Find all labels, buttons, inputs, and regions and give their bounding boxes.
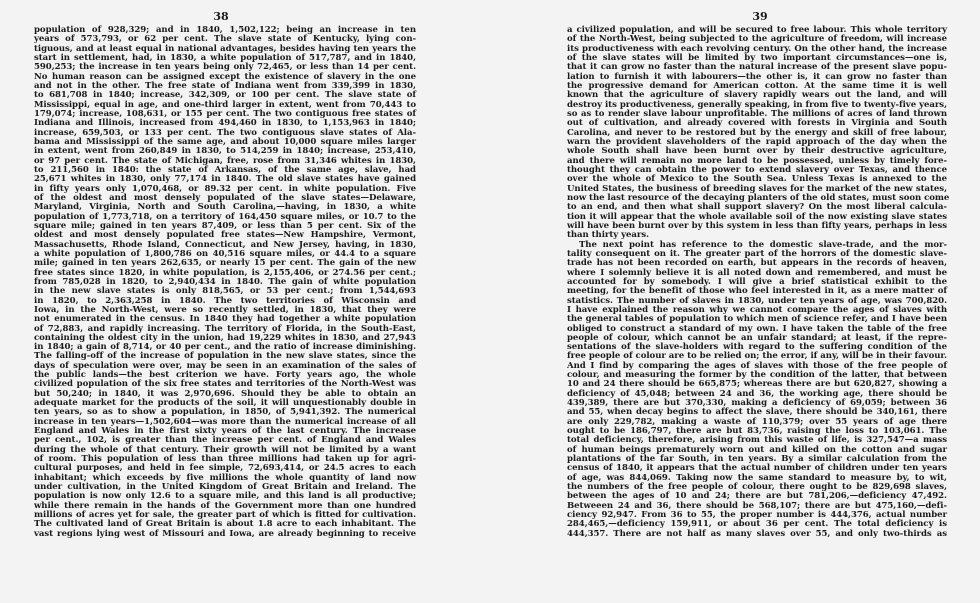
text-line: 439,389, there are but 370,330, making a deficiency of 69,059; between 36 bbox=[567, 398, 947, 409]
page-number: 39 bbox=[752, 10, 768, 23]
text-line: containing the oldest city in the union, had 19,229 whites in 1830, and 27,943 bbox=[34, 332, 416, 343]
text-line: The next point has reference to the domestic slave-trade, and the mor- bbox=[579, 239, 947, 250]
text-line: days of speculation were over, may be seen in an examination of the sales of bbox=[34, 360, 416, 371]
text-line: of the slave states will be limited by two important circumstances—one is, bbox=[567, 52, 947, 63]
text-line: The falling-off of the increase of population in the new slave states, since the bbox=[34, 351, 416, 362]
text-line: vast regions lying west of Missouri and Iowa, are already beginning to receive bbox=[34, 528, 416, 539]
text-line: and there will remain no more land to be possessed, unless by timely fore- bbox=[567, 155, 947, 166]
text-line: between the ages of 10 and 24; there are but 781,206,—deficiency 47,492. bbox=[567, 491, 947, 502]
text-line: not enumerated in the census. In 1840 they had together a white population bbox=[34, 314, 416, 325]
text-line: ten years, so as to show a population, in 1850, of 5,941,392. The numerical bbox=[34, 407, 416, 418]
text-line: 590,253; the increase in ten years being only 72,465, or less than 14 per cent. bbox=[34, 62, 416, 73]
text-line: Carolina, and never to be restored but by the energy and skill of free labour, bbox=[567, 127, 947, 138]
text-line: people of colour, which cannot be an unfair standard; at least, if the repre- bbox=[567, 332, 947, 343]
text-line: of 72,883, and rapidly increasing. The territory of Florida, in the South-East, bbox=[34, 323, 416, 334]
text-line: 284,465,—deficiency 159,911, or about 36 per cent. The total deficiency is bbox=[567, 519, 947, 530]
text-line: ciency 92,947. From 36 to 55, the proper number is 444,376, actual number bbox=[567, 510, 947, 521]
text-line: colour, and measuring the former by the condition of the latter, that between bbox=[567, 370, 947, 381]
page-number: 38 bbox=[213, 10, 229, 23]
text-line: trade has not been recorded on earth, but appears in the records of heaven, bbox=[567, 258, 947, 269]
text-line: statistics. The number of slaves in 1830, under ten years of age, was 700,820. bbox=[567, 295, 947, 306]
text-line: will have been burnt over by this system in less than fifty years, perhaps in less bbox=[567, 220, 947, 231]
right-page bbox=[490, 0, 980, 603]
text-line: free people of colour are to be relied on; the error, if any, will be in their favour. bbox=[567, 351, 947, 362]
text-line: United States, the business of breeding slaves for the market of the new states, bbox=[567, 183, 947, 194]
text-line: population of 1,773,718, on a territory of 164,450 square miles, or 10.7 to the bbox=[34, 211, 416, 222]
text-line: Betweeen 24 and 36, there should be 568,107; there are but 475,160,—defi- bbox=[567, 500, 947, 511]
text-line: from 785,028 in 1820, to 2,940,434 in 1840. The gain of white population bbox=[34, 276, 416, 287]
text-line: 179,074; increase, 108,631, or 155 per cent. The two contiguous free states of bbox=[34, 108, 416, 119]
text-line: so as to render slave labour unprofitable. The millions of acres of land thrown bbox=[567, 108, 947, 119]
text-line: now the last resource of the decaying planters of the old states, must soon come bbox=[567, 192, 950, 203]
text-line: census of 1840, it appears that the actual number of children under ten years bbox=[567, 463, 947, 474]
text-line: adequate market for the products of the soil, it will unquestionably double in bbox=[34, 398, 416, 409]
text-line: where I solemnly believe it is all noted down and remembered, and must be bbox=[567, 267, 947, 278]
text-line: over the whole of Mexico to the South Sea. Unless Texas is annexed to the bbox=[567, 174, 947, 185]
text-line: in 1840; a gain of 8,714, or 40 per cent., and the ratio of increase diminishing. bbox=[34, 342, 416, 353]
text-line: total deficiency, therefore, arising from this waste of life, is 327,547—a mass bbox=[567, 435, 947, 446]
text-line: thought they can obtain the power to extend slavery over Texas, and thence bbox=[567, 164, 947, 175]
text-line: of room. This population of less than three millions had taken up for agri- bbox=[34, 454, 416, 465]
text-line: per cent., 102, is greater than the increase per cent. of England and Wales bbox=[34, 435, 416, 446]
text-line: ought to be 186,797, there are but 83,736, raising the loss to 103,061. The bbox=[567, 426, 947, 437]
text-line: of the North-West, being subjected to the agriculture of freedom, will increase bbox=[567, 34, 947, 45]
text-line: lation to furnish it with labourers—the other is, it can grow no faster than bbox=[567, 71, 947, 82]
text-line: 25,671 whites in 1830, only 77,174 in 1840. The old slave states have gained bbox=[34, 174, 416, 185]
text-line: while there remain in the hands of the Government more than one hundred bbox=[34, 500, 416, 511]
text-line: tiguous, and at least equal in national advantages, besides having ten years the bbox=[34, 43, 416, 54]
text-line: Iowa, in the North-West, were so recently settled, in 1830, that they were bbox=[34, 304, 416, 315]
text-line: millions of acres yet for sale, the greater part of which is fitted for cultivation. bbox=[34, 510, 416, 521]
text-line: civilized population of the six free states and territories of the North-West was bbox=[34, 379, 416, 390]
text-line: deficiency of 45,048; between 24 and 36, the working age, there should be bbox=[567, 388, 947, 399]
text-line: plantations of the far South, in ten years. By a similar calculation from the bbox=[567, 454, 947, 465]
text-line: Maryland, Virginia, North and South Carolina,—having, in 1830, a white bbox=[34, 202, 416, 213]
text-line: mile; gained in ten years 262,635, or nearly 15 per cent. The gain of the new bbox=[34, 258, 416, 269]
text-line: in 1820, to 2,363,258 in 1840. The two territories of Wisconsin and bbox=[34, 295, 416, 306]
page-body-text bbox=[567, 25, 950, 539]
text-line: tality consequent on it. The greater part of the horrors of the domestic slave- bbox=[567, 248, 947, 259]
text-line: destroy its productiveness, generally speaking, in from five to twenty-five years, bbox=[567, 99, 947, 110]
text-line: to 681,708 in 1840; increase, 342,309, or 100 per cent. The slave state of bbox=[34, 90, 416, 101]
text-line: in fifty years only 1,070,468, or 89.32 per cent. in white population. Five bbox=[34, 183, 416, 194]
text-line: under cultivation, in the United Kingdom of Great Britain and Ireland. The bbox=[34, 482, 416, 493]
text-line: but 50,240; in 1840, it was 2,970,696. Should they be able to obtain an bbox=[34, 388, 416, 399]
text-line: the public lands—the best criterion we have. Forty years ago, the whole bbox=[34, 370, 416, 381]
text-line: Massachusetts, Rhode Island, Connecticut, and New Jersey, having, in 1830, bbox=[34, 239, 416, 250]
text-line: to 211,560 in 1840: the state of Arkansas, of the same age, slave, had bbox=[34, 164, 416, 175]
text-line: increase in ten years—1,502,604—was more than the numerical increase of all bbox=[34, 416, 416, 427]
text-line: warn the provident slaveholders of the rapid approach of the day when the bbox=[567, 136, 947, 147]
text-line: of human beings prematurely worn out and killed on the cotton and sugar bbox=[567, 444, 947, 455]
text-line: or 97 per cent. The state of Michigan, free, rose from 31,346 whites in 1830, bbox=[34, 155, 416, 166]
text-line: in extent, went from 260,849 in 1830, to 514,259 in 1840; increase, 253,410, bbox=[34, 146, 416, 157]
text-line: in the new slave states is only 818,565, or 53 per cent.; from 1,544,693 bbox=[34, 286, 416, 297]
text-line: and 55, when decay begins to affect the slave, there should be 340,161, there bbox=[567, 407, 947, 418]
text-line: cultural purposes, and held in fee simple, 72,693,414, or 24.5 acres to each bbox=[34, 463, 416, 474]
text-line: a white population of 1,800,786 on 40,516 square miles, or 44.4 to a square bbox=[34, 248, 416, 259]
text-line: square mile; gained in ten years 87,409, or less than 5 per cent. Six of the bbox=[34, 220, 416, 231]
text-line: obliged to construct a standard of my own. I have taken the table of the free bbox=[567, 323, 947, 334]
page-body-text bbox=[34, 26, 416, 539]
text-line: years of 573,793, or 62 per cent. The slave state of Kentucky, lying con- bbox=[34, 34, 416, 45]
text-line: increase, 659,503, or 133 per cent. The two contiguous slave states of Ala- bbox=[34, 127, 416, 138]
text-line: its productiveness with each revolving century. On the other hand, the increase bbox=[567, 43, 947, 54]
text-line: during the whole of that century. Their growth will not be limited by a want bbox=[34, 444, 416, 455]
text-line: population is now only 12.6 to a square mile, and this land is all productive; bbox=[34, 491, 416, 502]
text-line: of age, was 844,069. Taking now the same standard to measure by, to wit, bbox=[567, 472, 947, 483]
text-line: The cultivated land of Great Britain is about 1.8 acre to each inhabitant. The bbox=[34, 519, 416, 530]
text-line: known that the agriculture of slavery rapidly wears out the land, and will bbox=[567, 90, 947, 101]
text-line: the numbers of the free people of colour, there ought to be 829,698 slaves, bbox=[567, 482, 947, 493]
text-line: oldest and most densely populated free states—New Hampshire, Vermont, bbox=[34, 230, 416, 241]
text-line: population of 928,329; and in 1840, 1,502,122; being an increase in ten bbox=[34, 25, 416, 35]
text-line: that it can grow no faster than the natural increase of the present slave popu- bbox=[567, 62, 947, 73]
text-line: Indiana and Illinois, increased from 494,460 in 1830, to 1,153,963 in 1840; bbox=[34, 118, 416, 129]
text-line: And I find by comparing the ages of slaves with those of the free people of bbox=[567, 360, 947, 371]
text-line: accounted for by somebody. I will give a brief statistical exhibit to the bbox=[567, 276, 947, 287]
text-line: I have explained the reason why we cannot compare the ages of slaves with bbox=[567, 304, 947, 315]
text-line: start in settlement, had, in 1830, a white population of 517,787, and in 1840, bbox=[34, 52, 416, 63]
text-line: the progressive demand for American cotton. At the same time it is well bbox=[567, 80, 947, 91]
text-line: Mississippi, equal in age, and one-third larger in extent, went from 70,443 to bbox=[34, 99, 416, 110]
text-line: meeting, for the benefit of those who feel interested in it, as a mere matter of bbox=[567, 286, 947, 297]
text-line: are only 229,782, making a waste of 110,379; over 55 years of age there bbox=[567, 416, 947, 427]
text-line: 444,357. There are not half as many slaves over 55, and only two-thirds as bbox=[567, 528, 947, 539]
text-line: tion it will appear that the whole available soil of the now existing slave states bbox=[567, 211, 947, 222]
text-line: out of cultivation, and already covered with forests in Virginia and South bbox=[567, 118, 947, 129]
text-line: bama and Mississippi of the same age, and about 10,000 square miles larger bbox=[34, 136, 416, 147]
text-line: than thirty years. bbox=[567, 230, 650, 241]
text-line: 10 and 24 there should be 665,875; whereas there are but 620,827, showing a bbox=[567, 379, 947, 390]
text-line: and not in the other. The free state of Indiana went from 339,399 in 1830, bbox=[34, 80, 416, 91]
text-line: of the oldest and most densely populated of the slave states—Delaware, bbox=[34, 192, 416, 203]
text-line: free states since 1820, in white population, is 2,155,406, or 274.56 per cent.; bbox=[34, 267, 416, 278]
text-line: whole South shall have been burnt over by their destructive agriculture, bbox=[567, 146, 947, 157]
text-line: a civilized population, and will be secured to free labour. This whole territory bbox=[567, 25, 947, 35]
text-line: to an end, and then what shall support slavery? On the most liberal calcula- bbox=[567, 202, 947, 213]
text-line: sentations of the slave-holders with regard to the suffering condition of the bbox=[567, 342, 947, 353]
text-line: the general tables of population to which men of science refer, and I have been bbox=[567, 314, 947, 325]
text-line: inhabitant; which exceeds by five millions the whole quantity of land now bbox=[34, 472, 416, 483]
text-line: No human reason can be assigned except the existence of slavery in the one bbox=[34, 71, 416, 82]
text-line: England and Wales in the first sixty years of the last century. The increase bbox=[34, 426, 416, 437]
